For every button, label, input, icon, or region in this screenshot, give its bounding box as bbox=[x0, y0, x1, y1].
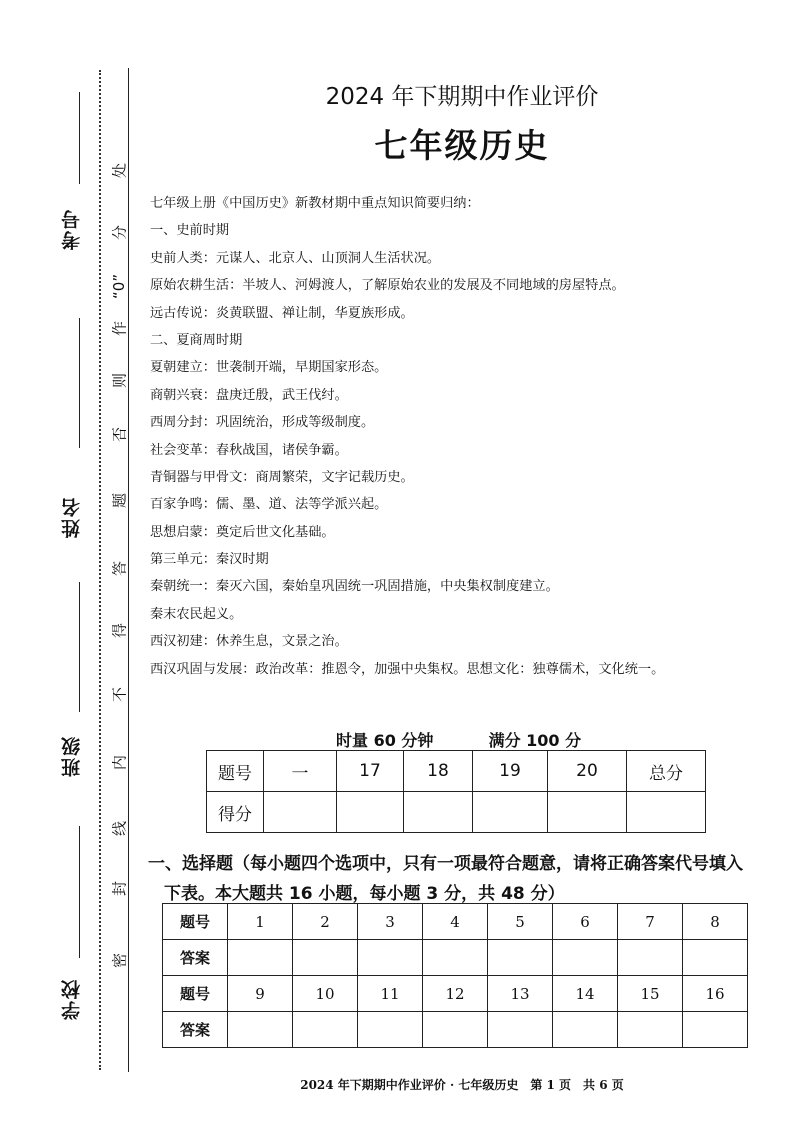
question-number: 8 bbox=[683, 904, 748, 940]
score-header-cell: 17 bbox=[337, 751, 404, 792]
answer-cell[interactable] bbox=[358, 1012, 423, 1048]
score-table-header-row bbox=[207, 751, 706, 792]
seal-char: 答 bbox=[110, 561, 129, 577]
summary-line: 一、史前时期 bbox=[150, 223, 230, 239]
score-cell[interactable] bbox=[627, 792, 706, 833]
answer-cell[interactable] bbox=[293, 940, 358, 976]
answer-cell[interactable] bbox=[228, 1012, 293, 1048]
answer-label: 答案 bbox=[163, 1012, 228, 1048]
seal-char: “0” bbox=[110, 273, 128, 299]
page-footer: 2024 年下期期中作业评价 · 七年级历史 第 1 页 共 6 页 bbox=[300, 1078, 624, 1092]
seal-char: 线 bbox=[110, 821, 129, 837]
question-number: 10 bbox=[293, 976, 358, 1012]
seal-char: 密 bbox=[110, 953, 129, 969]
seal-char: 作 bbox=[110, 321, 129, 337]
full-score: 满分 100 分 bbox=[488, 731, 582, 750]
summary-line: 七年级上册《中国历史》新教材期中重点知识简要归纳： bbox=[150, 196, 480, 211]
summary-line: 二、夏商周时期 bbox=[150, 332, 243, 348]
question-number: 6 bbox=[553, 904, 618, 940]
answer-cell[interactable] bbox=[618, 940, 683, 976]
answer-row bbox=[163, 940, 748, 976]
summary-line: 第三单元：秦汉时期 bbox=[150, 552, 269, 568]
subject-title: 七年级历史 bbox=[374, 126, 550, 165]
exam-number-line bbox=[79, 92, 80, 184]
exam-title: 2024 年下期期中作业评价 bbox=[325, 84, 599, 110]
summary-line: 西周分封：巩固统治，形成等级制度。 bbox=[150, 415, 375, 431]
summary-line: 社会变革：春秋战国，诸侯争霸。 bbox=[150, 442, 348, 458]
answer-cell[interactable] bbox=[423, 1012, 488, 1048]
score-header-cell: 20 bbox=[548, 751, 627, 792]
name-label: 姓名 bbox=[61, 496, 83, 538]
answer-cell[interactable] bbox=[488, 940, 553, 976]
seal-char: 得 bbox=[110, 623, 129, 639]
answer-number-row bbox=[163, 976, 748, 1012]
number-label: 题号 bbox=[163, 904, 228, 940]
question-number: 1 bbox=[228, 904, 293, 940]
score-header-cell: 总分 bbox=[627, 751, 706, 792]
summary-line: 西汉巩固与发展：政治改革：推恩令，加强中央集权。思想文化：独尊儒术，文化统一。 bbox=[150, 661, 665, 677]
answer-cell[interactable] bbox=[683, 1012, 748, 1048]
question-number: 4 bbox=[423, 904, 488, 940]
question-number: 3 bbox=[358, 904, 423, 940]
answer-cell[interactable] bbox=[553, 1012, 618, 1048]
time-limit: 时量 60 分钟 bbox=[336, 731, 434, 750]
score-cell[interactable] bbox=[473, 792, 548, 833]
question-number: 13 bbox=[488, 976, 553, 1012]
answer-label: 答案 bbox=[163, 940, 228, 976]
exam-info bbox=[336, 728, 581, 751]
answer-cell[interactable] bbox=[488, 1012, 553, 1048]
answer-table bbox=[162, 903, 748, 1048]
score-row-label: 得分 bbox=[207, 792, 264, 833]
summary-line: 夏朝建立：世袭制开端，早期国家形态。 bbox=[150, 360, 388, 376]
question-number: 5 bbox=[488, 904, 553, 940]
summary-line: 秦朝统一：秦灭六国，秦始皇巩固统一巩固措施，中央集权制度建立。 bbox=[150, 579, 559, 595]
question-number: 2 bbox=[293, 904, 358, 940]
question-number: 15 bbox=[618, 976, 683, 1012]
answer-cell[interactable] bbox=[228, 940, 293, 976]
score-cell[interactable] bbox=[548, 792, 627, 833]
seal-char: 题 bbox=[110, 493, 129, 509]
answer-number-row bbox=[163, 904, 748, 940]
seal-char: 不 bbox=[110, 687, 129, 703]
answer-cell[interactable] bbox=[358, 940, 423, 976]
summary-line: 西汉初建：休养生息，文景之治。 bbox=[150, 634, 348, 650]
question-number: 14 bbox=[553, 976, 618, 1012]
knowledge-summary bbox=[150, 190, 780, 683]
score-header-cell: 题号 bbox=[207, 751, 264, 792]
answer-cell[interactable] bbox=[423, 940, 488, 976]
answer-row bbox=[163, 1012, 748, 1048]
class-line bbox=[79, 582, 80, 712]
score-table bbox=[206, 750, 706, 833]
section-1-heading bbox=[148, 849, 778, 909]
margin-rule bbox=[128, 68, 129, 1072]
answer-cell[interactable] bbox=[293, 1012, 358, 1048]
seal-char: 分 bbox=[110, 225, 129, 241]
question-number: 12 bbox=[423, 976, 488, 1012]
number-label: 题号 bbox=[163, 976, 228, 1012]
question-number: 11 bbox=[358, 976, 423, 1012]
answer-cell[interactable] bbox=[553, 940, 618, 976]
exam-number-label: 考号 bbox=[61, 208, 83, 250]
section-1-instruction-line-1: 一、选择题（每小题四个选项中，只有一项最符合题意，请将正确答案代号填入 bbox=[148, 854, 743, 874]
summary-line: 史前人类：元谋人、北京人、山顶洞人生活状况。 bbox=[150, 250, 441, 266]
seal-dotted-line bbox=[99, 70, 101, 1070]
seal-char: 否 bbox=[110, 427, 129, 443]
seal-char: 则 bbox=[110, 373, 129, 389]
summary-line: 思想启蒙：奠定后世文化基础。 bbox=[150, 524, 335, 540]
score-cell[interactable] bbox=[404, 792, 473, 833]
seal-char: 内 bbox=[110, 755, 129, 771]
summary-line: 商朝兴衰：盘庚迁殷，武王伐纣。 bbox=[150, 387, 348, 403]
score-table-score-row bbox=[207, 792, 706, 833]
question-number: 9 bbox=[228, 976, 293, 1012]
score-header-cell: 一 bbox=[264, 751, 337, 792]
score-header-cell: 19 bbox=[473, 751, 548, 792]
answer-cell[interactable] bbox=[618, 1012, 683, 1048]
section-1-instruction-line-2: 下表。本大题共 16 小题，每小题 3 分，共 48 分） bbox=[164, 884, 565, 904]
question-number: 16 bbox=[683, 976, 748, 1012]
question-number: 7 bbox=[618, 904, 683, 940]
answer-cell[interactable] bbox=[683, 940, 748, 976]
summary-line: 秦末农民起义。 bbox=[150, 606, 243, 622]
school-label: 学校 bbox=[61, 978, 83, 1020]
seal-char: 处 bbox=[110, 163, 129, 179]
score-cell[interactable] bbox=[264, 792, 337, 833]
name-line bbox=[79, 318, 80, 448]
seal-char: 封 bbox=[110, 881, 129, 897]
summary-line: 百家争鸣：儒、墨、道、法等学派兴起。 bbox=[150, 497, 388, 513]
score-cell[interactable] bbox=[337, 792, 404, 833]
class-label: 班级 bbox=[61, 735, 83, 777]
school-line bbox=[79, 826, 80, 958]
summary-line: 原始农耕生活：半坡人、河姆渡人，了解原始农业的发展及不同地域的房屋特点。 bbox=[150, 278, 625, 294]
summary-line: 青铜器与甲骨文：商周繁荣，文字记载历史。 bbox=[150, 469, 414, 485]
summary-line: 远古传说：炎黄联盟、禅让制，华夏族形成。 bbox=[150, 305, 414, 321]
score-header-cell: 18 bbox=[404, 751, 473, 792]
